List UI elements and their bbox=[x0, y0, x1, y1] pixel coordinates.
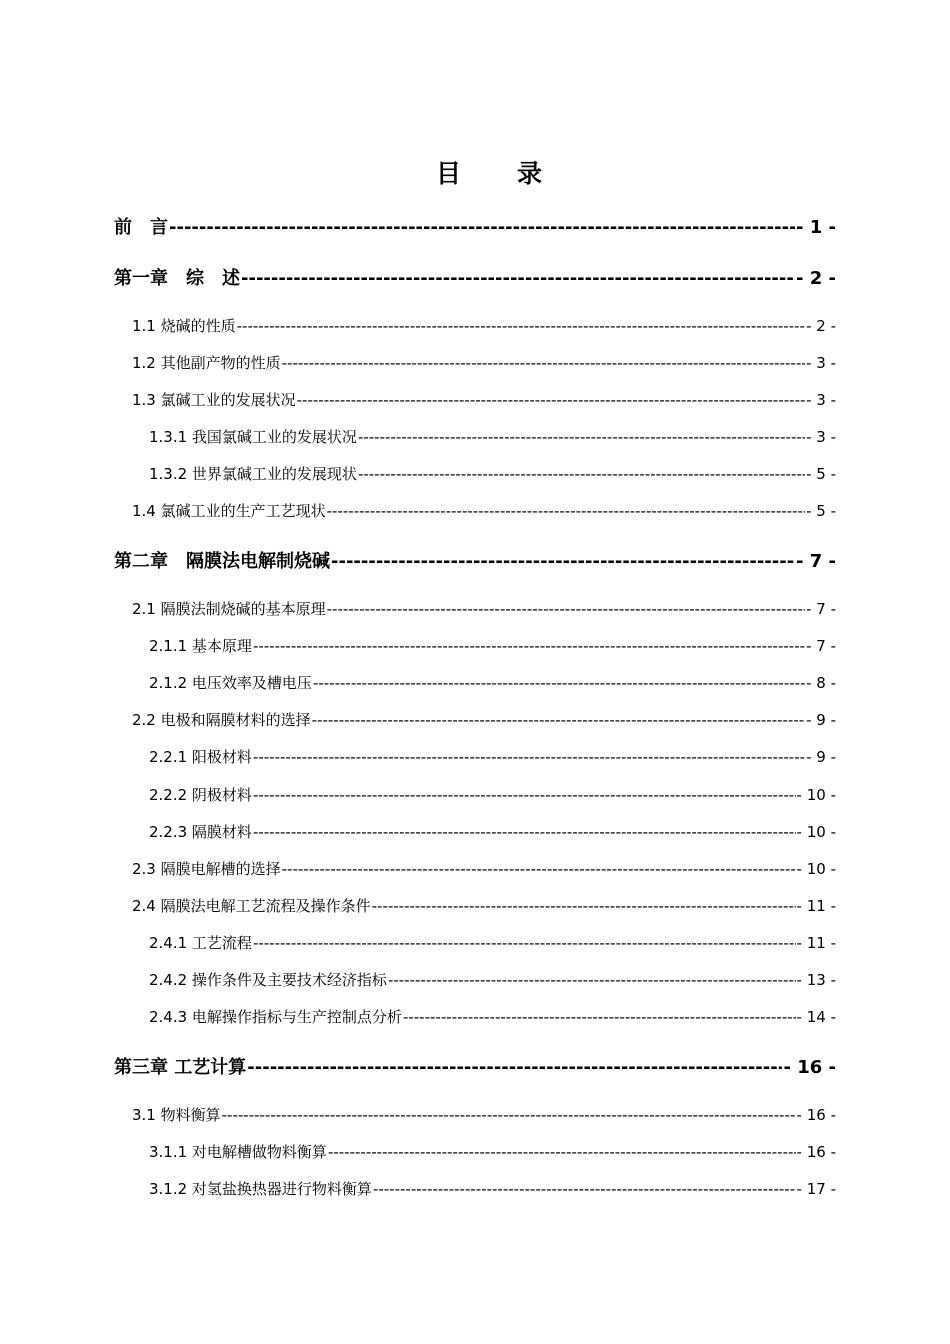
toc-entry-subsection[interactable] bbox=[149, 1141, 836, 1162]
toc-entry-page: - 2 - bbox=[796, 268, 836, 289]
toc-entry-label: 2.3 隔膜电解槽的选择 bbox=[132, 860, 281, 878]
dot-leader bbox=[169, 217, 795, 238]
toc-entry-section[interactable] bbox=[132, 598, 836, 619]
toc-entry-page: - 7 - bbox=[806, 600, 836, 618]
toc-entry-page: - 8 - bbox=[806, 674, 836, 692]
toc-entry-label: 3.1 物料衡算 bbox=[132, 1106, 221, 1124]
toc-entry-subsection[interactable] bbox=[149, 969, 836, 990]
toc-entry-subsection[interactable] bbox=[149, 932, 836, 953]
toc-entry-subsection[interactable] bbox=[149, 746, 836, 767]
dot-leader bbox=[328, 1143, 796, 1161]
toc-entry-page: - 10 - bbox=[796, 823, 836, 841]
dot-leader bbox=[327, 502, 805, 520]
toc-entry-section[interactable] bbox=[132, 315, 836, 336]
toc-entry-page: - 5 - bbox=[806, 502, 836, 520]
dot-leader bbox=[253, 823, 796, 841]
toc-entry-label: 1.3.1 我国氯碱工业的发展状况 bbox=[149, 428, 357, 446]
toc-entry-chapter[interactable] bbox=[114, 264, 836, 290]
toc-entry-page: - 11 - bbox=[796, 934, 836, 952]
toc-entry-page: - 9 - bbox=[806, 748, 836, 766]
dot-leader bbox=[313, 674, 805, 692]
toc-entry-page: - 16 - bbox=[796, 1106, 836, 1124]
toc-entry-section[interactable] bbox=[132, 858, 836, 879]
toc-entry-page: - 10 - bbox=[796, 786, 836, 804]
toc-entry-label: 2.2.2 阴极材料 bbox=[149, 786, 252, 804]
toc-entry-subsection[interactable] bbox=[149, 1006, 836, 1027]
toc-entry-label: 2.4.3 电解操作指标与生产控制点分析 bbox=[149, 1008, 402, 1026]
toc-entry-section[interactable] bbox=[132, 895, 836, 916]
toc-entry-subsection[interactable] bbox=[149, 463, 836, 484]
toc-entry-subsection[interactable] bbox=[149, 1178, 836, 1199]
toc-entry-label: 1.3.2 世界氯碱工业的发展现状 bbox=[149, 465, 357, 483]
dot-leader bbox=[237, 317, 805, 335]
toc-entry-page: - 14 - bbox=[796, 1008, 836, 1026]
dot-leader bbox=[241, 268, 795, 289]
toc-entry-section[interactable] bbox=[132, 352, 836, 373]
dot-leader bbox=[222, 1106, 796, 1124]
toc-entry-label: 1.1 烧碱的性质 bbox=[132, 317, 236, 335]
toc-entry-subsection[interactable] bbox=[149, 635, 836, 656]
toc-entry-label: 第一章 综 述 bbox=[114, 268, 240, 289]
dot-leader bbox=[331, 551, 795, 572]
toc-entry-label: 1.2 其他副产物的性质 bbox=[132, 354, 281, 372]
toc-entry-subsection[interactable] bbox=[149, 821, 836, 842]
dot-leader bbox=[253, 637, 805, 655]
toc-entry-label: 3.1.2 对氢盐换热器进行物料衡算 bbox=[149, 1180, 372, 1198]
toc-entry-label: 2.4.2 操作条件及主要技术经济指标 bbox=[149, 971, 387, 989]
toc-entry-label: 2.1 隔膜法制烧碱的基本原理 bbox=[132, 600, 326, 618]
toc-entry-label: 2.4 隔膜法电解工艺流程及操作条件 bbox=[132, 897, 371, 915]
dot-leader bbox=[253, 934, 796, 952]
dot-leader bbox=[297, 391, 805, 409]
dot-leader bbox=[327, 600, 805, 618]
dot-leader bbox=[403, 1008, 796, 1026]
toc-entry-page: - 5 - bbox=[806, 465, 836, 483]
toc-entry-page: - 13 - bbox=[796, 971, 836, 989]
toc-entry-page: - 17 - bbox=[796, 1180, 836, 1198]
toc-entry-label: 2.1.2 电压效率及槽电压 bbox=[149, 674, 312, 692]
toc-entry-page: - 2 - bbox=[806, 317, 836, 335]
toc-entry-chapter[interactable] bbox=[114, 213, 836, 239]
toc-entry-page: - 3 - bbox=[806, 354, 836, 372]
toc-entry-page: - 9 - bbox=[806, 711, 836, 729]
toc-entry-label: 2.4.1 工艺流程 bbox=[149, 934, 252, 952]
dot-leader bbox=[253, 748, 805, 766]
toc-entry-page: - 7 - bbox=[796, 551, 836, 572]
toc-entry-label: 1.3 氯碱工业的发展状况 bbox=[132, 391, 296, 409]
dot-leader bbox=[247, 1057, 782, 1078]
toc-entry-section[interactable] bbox=[132, 500, 836, 521]
toc-entry-label: 2.1.1 基本原理 bbox=[149, 637, 252, 655]
dot-leader bbox=[312, 711, 805, 729]
toc-entry-label: 2.2.3 隔膜材料 bbox=[149, 823, 252, 841]
toc-entry-label: 3.1.1 对电解槽做物料衡算 bbox=[149, 1143, 327, 1161]
dot-leader bbox=[358, 428, 805, 446]
dot-leader bbox=[372, 897, 796, 915]
toc-entry-section[interactable] bbox=[132, 389, 836, 410]
toc-entry-page: - 10 - bbox=[796, 860, 836, 878]
toc-entry-chapter[interactable] bbox=[114, 547, 836, 573]
toc-entry-page: - 16 - bbox=[796, 1143, 836, 1161]
toc-entry-page: - 16 - bbox=[783, 1057, 836, 1078]
toc-entry-label: 第三章 工艺计算 bbox=[114, 1057, 247, 1078]
toc-entry-label: 2.2 电极和隔膜材料的选择 bbox=[132, 711, 311, 729]
toc-entry-subsection[interactable] bbox=[149, 672, 836, 693]
dot-leader bbox=[282, 354, 805, 372]
toc-entry-label: 前 言 bbox=[114, 217, 168, 238]
dot-leader bbox=[388, 971, 796, 989]
toc-entry-chapter[interactable] bbox=[114, 1053, 836, 1079]
dot-leader bbox=[282, 860, 796, 878]
toc-entry-page: - 3 - bbox=[806, 428, 836, 446]
toc-entry-page: - 3 - bbox=[806, 391, 836, 409]
toc-entry-label: 2.2.1 阳极材料 bbox=[149, 748, 252, 766]
toc-entry-section[interactable] bbox=[132, 1104, 836, 1125]
toc-entry-page: - 1 - bbox=[796, 217, 836, 238]
toc-entry-subsection[interactable] bbox=[149, 784, 836, 805]
toc-entry-page: - 11 - bbox=[796, 897, 836, 915]
dot-leader bbox=[253, 786, 796, 804]
toc-entry-section[interactable] bbox=[132, 709, 836, 730]
toc-entry-label: 第二章 隔膜法电解制烧碱 bbox=[114, 551, 330, 572]
toc-entry-page: - 7 - bbox=[806, 637, 836, 655]
toc-entry-label: 1.4 氯碱工业的生产工艺现状 bbox=[132, 502, 326, 520]
toc-entry-subsection[interactable] bbox=[149, 426, 836, 447]
dot-leader bbox=[373, 1180, 796, 1198]
toc-title: 目 录 bbox=[435, 159, 544, 188]
dot-leader bbox=[358, 465, 805, 483]
